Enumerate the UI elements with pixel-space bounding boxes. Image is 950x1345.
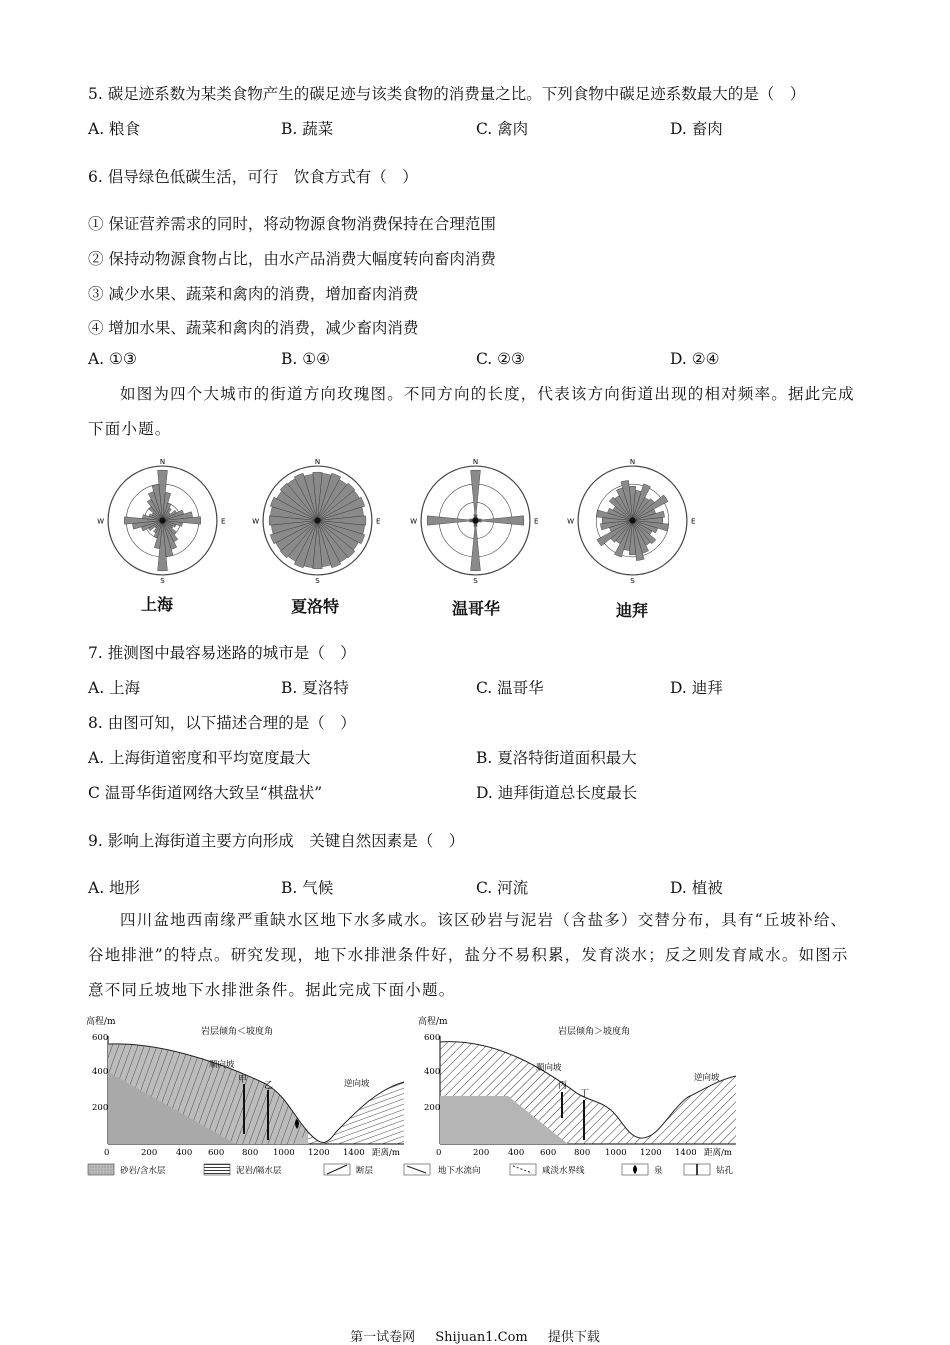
right-borehole-b-label: 丁 [580, 1089, 590, 1099]
q6-option-b: B. ①④ [281, 350, 331, 368]
rose-compass-e: E [533, 516, 539, 526]
q6-option-a: A. ①③ [88, 350, 137, 368]
legend-sandstone-swatch [88, 1164, 114, 1175]
left-borehole-b-label: 乙 [264, 1081, 274, 1091]
q8-option-d: D. 迪拜街道总长度最长 [476, 784, 638, 802]
left-ytick: 400 [92, 1067, 109, 1077]
left-borehole-a-label: 甲 [238, 1075, 248, 1085]
left-xtick: 1200 [308, 1148, 330, 1158]
q8-option-b: B. 夏洛特街道面积最大 [476, 749, 637, 767]
rose-label-vancouver: 温哥华 [451, 599, 500, 618]
rose-compass-s: S [315, 576, 320, 585]
left-xtick: 600 [208, 1148, 225, 1158]
cross-section-right [418, 1012, 748, 1160]
q8-option-c: C 温哥华街道网络大致呈“棋盘状” [88, 784, 323, 802]
left-ylabel: 高程/m [86, 1017, 116, 1027]
rose-center [629, 517, 635, 523]
legend-boundary-label: 咸淡水界线 [542, 1166, 585, 1176]
q6-item-4: ④ 增加水果、蔬菜和禽肉的消费，减少畜肉消费 [88, 319, 419, 337]
rose-diagram-charlotte [252, 457, 381, 585]
right-ytick: 400 [424, 1067, 441, 1077]
right-xlabel: 距离/m [704, 1148, 732, 1158]
legend-borehole-label: 钻孔 [716, 1166, 734, 1176]
q5-option-c: C. 禽肉 [476, 120, 529, 138]
q6-item-2: ② 保持动物源食物占比，由水产品消费大幅度转向畜肉消费 [88, 250, 496, 268]
left-xtick: 800 [242, 1148, 259, 1158]
q5-option-d: D. 畜肉 [670, 120, 723, 138]
q5-option-a: A. 粮食 [88, 120, 141, 138]
rose-center [159, 517, 165, 523]
rose-compass-n: N [629, 457, 636, 467]
right-title: 岩层倾角＞坡度角 [558, 1027, 631, 1037]
rose-label-shanghai: 上海 [140, 595, 173, 614]
q9-option-a: A. 地形 [88, 879, 141, 897]
left-ytick: 200 [92, 1103, 109, 1113]
q9-option-c: C. 河流 [476, 879, 529, 897]
rose-intro [88, 377, 863, 447]
right-xtick: 1000 [605, 1148, 627, 1158]
legend-mudstone-label: 泥岩/隔水层 [236, 1166, 282, 1176]
left-ytick: 0 [104, 1148, 110, 1158]
rose-compass-s: S [630, 576, 635, 585]
footer-note: 提供下载 [547, 1330, 600, 1345]
q5-stem: 5. 碳足迹系数为某类食物产生的碳足迹与该类食物的消费量之比。下列食物中碳足迹系数最大的是（ ） [88, 85, 806, 103]
legend-spring-label: 泉 [654, 1166, 663, 1176]
left-dip-slope-label: 顺向坡 [209, 1060, 235, 1070]
footer-domain: Shijuan1.Com [435, 1330, 528, 1345]
left-antidip-slope-label: 逆向坡 [344, 1079, 370, 1089]
rose-compass-w: W [97, 516, 105, 526]
rose-petal-vancouver [471, 470, 481, 520]
footer-site-name: 第一试卷网 [350, 1330, 416, 1345]
rose-petal-vancouver [471, 521, 481, 571]
right-xtick: 1200 [640, 1148, 662, 1158]
rose-petal-vancouver [427, 516, 475, 525]
q7-option-d: D. 迪拜 [670, 679, 723, 697]
q7-option-b: B. 夏洛特 [281, 679, 349, 697]
q7-option-a: A. 上海 [88, 679, 141, 697]
q7-stem: 7. 推测图中最容易迷路的城市是（ ） [88, 644, 356, 662]
left-xtick: 400 [176, 1148, 193, 1158]
q8-option-a: A. 上海街道密度和平均宽度最大 [88, 749, 311, 767]
legend-sandstone-label: 砂岩/含水层 [120, 1166, 166, 1176]
legend-boundary-swatch [510, 1164, 536, 1175]
rose-diagram-dubai [567, 457, 696, 585]
rose-label-dubai: 迪拜 [615, 601, 648, 620]
slope-intro-line2: 谷地排泄”的特点。研究发现，地下水排泄条件好，盐分不易积累，发育淡水；反之则发育咸水。如图示 [88, 946, 849, 964]
rose-intro-line1: 如图为四个大城市的街道方向玫瑰图。不同方向的长度，代表该方向街道出现的相对频率。据此完成 [120, 385, 855, 403]
q9-option-b: B. 气候 [281, 879, 334, 897]
right-ytick: 600 [424, 1033, 441, 1043]
rose-label-charlotte: 夏洛特 [290, 597, 339, 616]
right-ytick: 0 [436, 1148, 442, 1158]
q9-option-d: D. 植被 [670, 879, 723, 897]
right-xtick: 600 [540, 1148, 557, 1158]
right-borehole-a-label: 丙 [558, 1081, 568, 1091]
right-ylabel: 高程/m [418, 1017, 448, 1027]
right-xtick: 200 [473, 1148, 490, 1158]
rose-compass-s: S [160, 576, 165, 585]
q6-item-3: ③ 减少水果、蔬菜和禽肉的消费，增加畜肉消费 [88, 285, 419, 303]
page-footer [0, 1326, 950, 1345]
rose-petal-vancouver [476, 516, 524, 525]
rose-compass-s: S [473, 576, 478, 585]
left-xlabel: 距离/m [372, 1148, 400, 1158]
q6-option-c: C. ②③ [476, 350, 525, 368]
rose-intro-line2: 下面小题。 [88, 420, 172, 438]
slope-intro [88, 903, 863, 1008]
right-dip-slope-label: 顺向坡 [536, 1063, 562, 1073]
rose-compass-w: W [567, 516, 575, 526]
left-xtick: 1000 [273, 1148, 295, 1158]
right-ytick: 200 [424, 1103, 441, 1113]
rose-diagram-vancouver [410, 457, 539, 585]
rose-compass-n: N [159, 457, 166, 467]
q8-stem: 8. 由图可知，以下描述合理的是（ ） [88, 714, 356, 732]
rose-compass-e: E [375, 516, 381, 526]
slope-intro-line3: 意不同丘坡地下水排泄条件。据此完成下面小题。 [88, 981, 456, 999]
left-xtick: 200 [141, 1148, 158, 1158]
legend-fault-label: 断层 [356, 1166, 374, 1176]
right-xtick: 1400 [675, 1148, 697, 1158]
cross-section-left [86, 1012, 416, 1160]
q6-item-1: ① 保证营养需求的同时，将动物源食物消费保持在合理范围 [88, 215, 496, 233]
right-antidip-slope-label: 逆向坡 [694, 1073, 720, 1083]
rose-center [472, 517, 478, 523]
q5-option-b: B. 蔬菜 [281, 120, 334, 138]
right-xtick: 800 [574, 1148, 591, 1158]
left-xtick: 1400 [343, 1148, 365, 1158]
q6-stem: 6. 倡导绿色低碳生活，可行 饮食方式有（ ） [88, 168, 418, 186]
rose-compass-e: E [220, 516, 226, 526]
q9-stem: 9. 影响上海街道主要方向形成 关键自然因素是（ ） [88, 832, 465, 850]
q7-option-c: C. 温哥华 [476, 679, 544, 697]
rose-center [314, 517, 320, 523]
left-ytick: 600 [92, 1033, 109, 1043]
rose-compass-w: W [252, 516, 260, 526]
rose-compass-e: E [690, 516, 696, 526]
slope-intro-line1: 四川盆地西南缘严重缺水区地下水多咸水。该区砂岩与泥岩（含盐多）交替分布，具有“丘坡补给、 [120, 911, 848, 929]
right-xtick: 400 [508, 1148, 525, 1158]
left-title: 岩层倾角＜坡度角 [201, 1027, 274, 1037]
q6-option-d: D. ②④ [670, 350, 720, 368]
legend-flow-label: 地下水流向 [438, 1166, 481, 1176]
rose-compass-w: W [410, 516, 418, 526]
rose-compass-n: N [314, 457, 321, 467]
rose-compass-n: N [472, 457, 479, 467]
legend-mudstone-swatch [204, 1164, 230, 1175]
rose-diagram-shanghai [97, 457, 226, 585]
cross-section-legend [86, 1160, 746, 1180]
